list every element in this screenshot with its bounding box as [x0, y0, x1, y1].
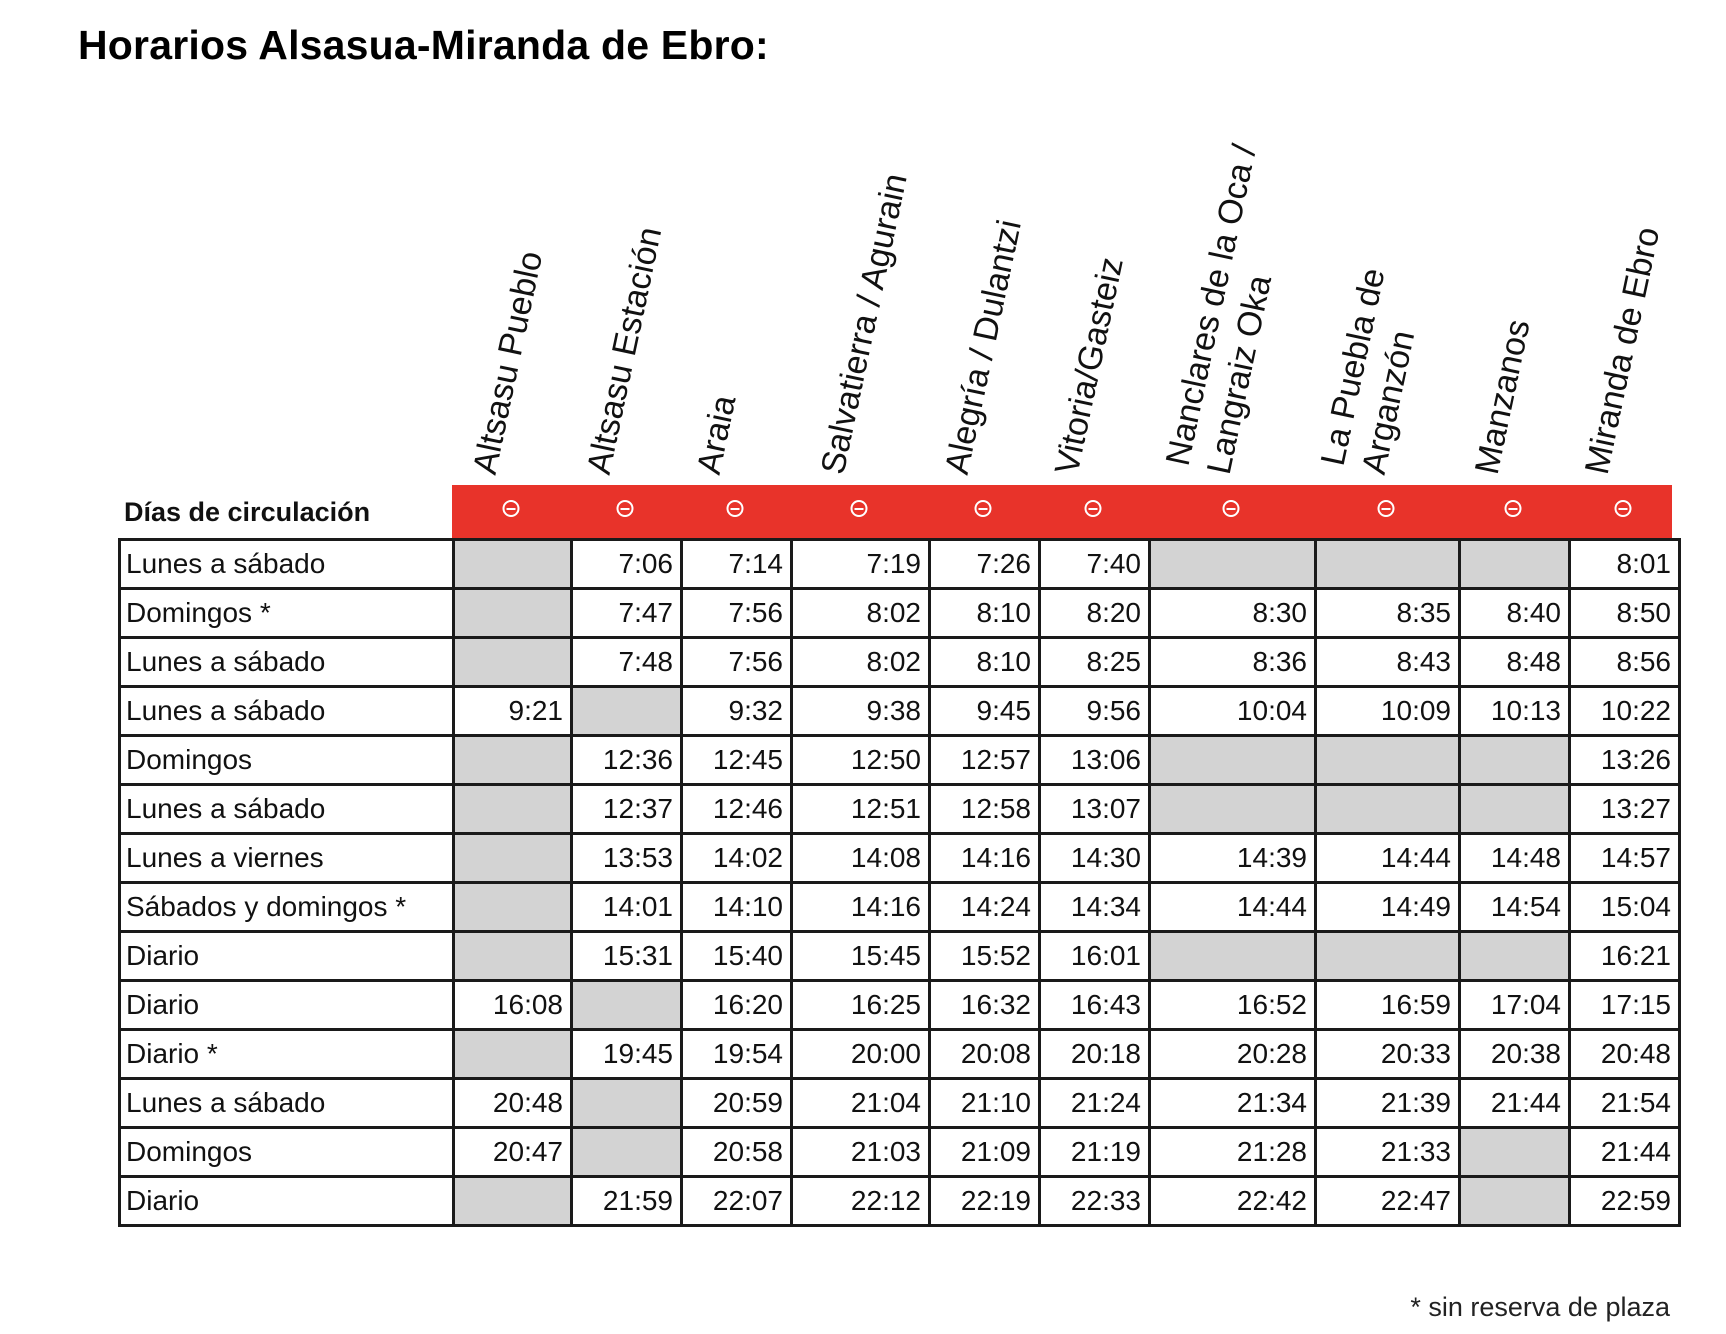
time-cell: 21:19: [1040, 1128, 1150, 1177]
stop-circle-icon: [727, 500, 744, 517]
time-cell: 7:19: [792, 540, 930, 589]
time-cell: 21:54: [1570, 1079, 1680, 1128]
days-cell: Lunes a sábado: [120, 687, 454, 736]
time-cell: 14:54: [1460, 883, 1570, 932]
time-cell: 15:04: [1570, 883, 1680, 932]
time-cell: 8:50: [1570, 589, 1680, 638]
time-cell: 21:44: [1460, 1079, 1570, 1128]
time-cell: 7:56: [682, 638, 792, 687]
time-cell: 19:54: [682, 1030, 792, 1079]
time-cell: 13:53: [572, 834, 682, 883]
time-cell: 14:01: [572, 883, 682, 932]
stop-circle-icon: [975, 500, 992, 517]
time-cell: 8:10: [930, 638, 1040, 687]
time-cell: 15:52: [930, 932, 1040, 981]
time-cell: 8:43: [1316, 638, 1460, 687]
footnote: * sin reserva de plaza: [1410, 1292, 1670, 1322]
table-row: [120, 736, 1680, 785]
no-stop-cell: [454, 785, 572, 834]
time-cell: 12:57: [930, 736, 1040, 785]
no-stop-cell: [454, 589, 572, 638]
table-row: [120, 981, 1680, 1030]
no-stop-cell: [572, 1079, 682, 1128]
time-cell: 8:48: [1460, 638, 1570, 687]
time-cell: 12:50: [792, 736, 930, 785]
time-cell: 8:01: [1570, 540, 1680, 589]
no-stop-cell: [572, 687, 682, 736]
time-cell: 7:48: [572, 638, 682, 687]
no-stop-cell: [1150, 540, 1316, 589]
time-cell: 12:36: [572, 736, 682, 785]
stop-indicator-band: [452, 485, 1672, 539]
time-cell: 12:51: [792, 785, 930, 834]
stop-circle-icon: [1505, 500, 1522, 517]
table-row: [120, 883, 1680, 932]
time-cell: 8:20: [1040, 589, 1150, 638]
no-stop-cell: [1460, 932, 1570, 981]
table-row: [120, 1079, 1680, 1128]
time-cell: 16:21: [1570, 932, 1680, 981]
table-row: [120, 540, 1680, 589]
time-cell: 9:21: [454, 687, 572, 736]
stop-circle-icon: [617, 500, 634, 517]
page-title: Horarios Alsasua-Miranda de Ebro:: [78, 22, 769, 68]
time-cell: 21:09: [930, 1128, 1040, 1177]
no-stop-cell: [1460, 540, 1570, 589]
station-name: Salvatierra / Agurain: [813, 170, 915, 478]
time-cell: 17:15: [1570, 981, 1680, 1030]
time-cell: 12:46: [682, 785, 792, 834]
time-cell: 16:43: [1040, 981, 1150, 1030]
time-cell: 8:25: [1040, 638, 1150, 687]
days-cell: Diario: [120, 1177, 454, 1226]
table-row: [120, 932, 1680, 981]
time-cell: 12:58: [930, 785, 1040, 834]
stop-circle-icon: [1085, 500, 1102, 517]
no-stop-cell: [454, 638, 572, 687]
time-cell: 16:59: [1316, 981, 1460, 1030]
no-stop-cell: [454, 883, 572, 932]
time-cell: 22:33: [1040, 1177, 1150, 1226]
time-cell: 7:40: [1040, 540, 1150, 589]
time-cell: 15:31: [572, 932, 682, 981]
stop-circle-icon: [1223, 500, 1240, 517]
stop-circle-icon: [1378, 500, 1395, 517]
no-stop-cell: [1460, 736, 1570, 785]
time-cell: 21:03: [792, 1128, 930, 1177]
station-name: Alegría / Dulantzi: [937, 216, 1029, 478]
no-stop-cell: [454, 1030, 572, 1079]
no-stop-cell: [454, 1177, 572, 1226]
time-cell: 14:24: [930, 883, 1040, 932]
time-cell: 21:04: [792, 1079, 930, 1128]
time-cell: 20:47: [454, 1128, 572, 1177]
no-stop-cell: [1460, 785, 1570, 834]
time-cell: 7:26: [930, 540, 1040, 589]
time-cell: 7:14: [682, 540, 792, 589]
time-cell: 14:16: [930, 834, 1040, 883]
time-cell: 14:44: [1316, 834, 1460, 883]
time-cell: 13:26: [1570, 736, 1680, 785]
time-cell: 20:48: [1570, 1030, 1680, 1079]
time-cell: 12:45: [682, 736, 792, 785]
time-cell: 9:38: [792, 687, 930, 736]
time-cell: 10:13: [1460, 687, 1570, 736]
time-cell: 8:40: [1460, 589, 1570, 638]
time-cell: 12:37: [572, 785, 682, 834]
days-cell: Lunes a sábado: [120, 540, 454, 589]
time-cell: 13:27: [1570, 785, 1680, 834]
time-cell: 21:33: [1316, 1128, 1460, 1177]
no-stop-cell: [1460, 1128, 1570, 1177]
time-cell: 21:44: [1570, 1128, 1680, 1177]
time-cell: 20:00: [792, 1030, 930, 1079]
time-cell: 8:36: [1150, 638, 1316, 687]
time-cell: 8:56: [1570, 638, 1680, 687]
time-cell: 14:39: [1150, 834, 1316, 883]
time-cell: 8:35: [1316, 589, 1460, 638]
time-cell: 8:02: [792, 589, 930, 638]
table-row: [120, 785, 1680, 834]
days-cell: Lunes a sábado: [120, 1079, 454, 1128]
no-stop-cell: [454, 736, 572, 785]
time-cell: 9:56: [1040, 687, 1150, 736]
days-cell: Diario *: [120, 1030, 454, 1079]
time-cell: 22:07: [682, 1177, 792, 1226]
time-cell: 7:56: [682, 589, 792, 638]
days-cell: Lunes a sábado: [120, 638, 454, 687]
time-cell: 13:07: [1040, 785, 1150, 834]
time-cell: 8:30: [1150, 589, 1316, 638]
days-cell: Domingos: [120, 736, 454, 785]
days-header: Días de circulación: [124, 497, 371, 527]
station-name: Manzanos: [1467, 316, 1538, 478]
table-row: [120, 1177, 1680, 1226]
stop-circle-icon: [503, 500, 520, 517]
no-stop-cell: [1316, 932, 1460, 981]
time-cell: 14:30: [1040, 834, 1150, 883]
time-cell: 22:12: [792, 1177, 930, 1226]
time-cell: 14:44: [1150, 883, 1316, 932]
time-cell: 14:57: [1570, 834, 1680, 883]
time-cell: 8:02: [792, 638, 930, 687]
no-stop-cell: [1460, 1177, 1570, 1226]
no-stop-cell: [1150, 785, 1316, 834]
stop-circle-icon: [1615, 500, 1632, 517]
days-cell: Domingos *: [120, 589, 454, 638]
station-name: Miranda de Ebro: [1577, 223, 1668, 478]
time-cell: 9:45: [930, 687, 1040, 736]
table-row: [120, 834, 1680, 883]
time-cell: 14:08: [792, 834, 930, 883]
time-cell: 10:22: [1570, 687, 1680, 736]
time-cell: 16:01: [1040, 932, 1150, 981]
station-name: La Puebla de Arganzón: [1313, 264, 1423, 478]
table-row: [120, 1128, 1680, 1177]
time-cell: 19:45: [572, 1030, 682, 1079]
stop-circle-icon: [851, 500, 868, 517]
time-cell: 7:47: [572, 589, 682, 638]
no-stop-cell: [1316, 736, 1460, 785]
time-cell: 10:09: [1316, 687, 1460, 736]
days-cell: Diario: [120, 981, 454, 1030]
days-cell: Domingos: [120, 1128, 454, 1177]
time-cell: 22:19: [930, 1177, 1040, 1226]
time-cell: 21:28: [1150, 1128, 1316, 1177]
time-cell: 16:25: [792, 981, 930, 1030]
no-stop-cell: [1316, 785, 1460, 834]
time-cell: 8:10: [930, 589, 1040, 638]
station-name: Altsasu Estación: [579, 223, 670, 478]
station-name: Araia: [689, 392, 744, 478]
time-cell: 20:48: [454, 1079, 572, 1128]
time-cell: 15:45: [792, 932, 930, 981]
time-cell: 20:18: [1040, 1030, 1150, 1079]
station-name: Altsasu Pueblo: [465, 247, 551, 478]
time-cell: 21:39: [1316, 1079, 1460, 1128]
time-cell: 21:24: [1040, 1079, 1150, 1128]
table-row: [120, 638, 1680, 687]
time-cell: 14:16: [792, 883, 930, 932]
time-cell: 14:34: [1040, 883, 1150, 932]
time-cell: 10:04: [1150, 687, 1316, 736]
time-cell: 16:32: [930, 981, 1040, 1030]
time-cell: 7:06: [572, 540, 682, 589]
no-stop-cell: [572, 981, 682, 1030]
time-cell: 9:32: [682, 687, 792, 736]
time-cell: 16:20: [682, 981, 792, 1030]
no-stop-cell: [1150, 932, 1316, 981]
table-row: [120, 687, 1680, 736]
time-cell: 20:38: [1460, 1030, 1570, 1079]
no-stop-cell: [572, 1128, 682, 1177]
time-cell: 21:34: [1150, 1079, 1316, 1128]
days-cell: Lunes a sábado: [120, 785, 454, 834]
no-stop-cell: [1150, 736, 1316, 785]
time-cell: 20:59: [682, 1079, 792, 1128]
time-cell: 14:48: [1460, 834, 1570, 883]
no-stop-cell: [454, 834, 572, 883]
timetable: [118, 538, 1681, 1227]
station-name: Vitoria/Gasteiz: [1047, 254, 1131, 478]
time-cell: 20:58: [682, 1128, 792, 1177]
days-cell: Diario: [120, 932, 454, 981]
time-cell: 20:08: [930, 1030, 1040, 1079]
time-cell: 17:04: [1460, 981, 1570, 1030]
table-row: [120, 589, 1680, 638]
time-cell: 14:49: [1316, 883, 1460, 932]
no-stop-cell: [454, 932, 572, 981]
time-cell: 21:59: [572, 1177, 682, 1226]
time-cell: 14:02: [682, 834, 792, 883]
time-cell: 22:47: [1316, 1177, 1460, 1226]
time-cell: 14:10: [682, 883, 792, 932]
no-stop-cell: [454, 540, 572, 589]
station-name: Nanclares de la Oca / Langraiz Oka: [1158, 141, 1280, 478]
days-cell: Lunes a viernes: [120, 834, 454, 883]
days-cell: Sábados y domingos *: [120, 883, 454, 932]
time-cell: 20:33: [1316, 1030, 1460, 1079]
time-cell: 16:08: [454, 981, 572, 1030]
time-cell: 22:42: [1150, 1177, 1316, 1226]
table-row: [120, 1030, 1680, 1079]
time-cell: 20:28: [1150, 1030, 1316, 1079]
time-cell: 13:06: [1040, 736, 1150, 785]
time-cell: 22:59: [1570, 1177, 1680, 1226]
time-cell: 15:40: [682, 932, 792, 981]
time-cell: 21:10: [930, 1079, 1040, 1128]
no-stop-cell: [1316, 540, 1460, 589]
time-cell: 16:52: [1150, 981, 1316, 1030]
